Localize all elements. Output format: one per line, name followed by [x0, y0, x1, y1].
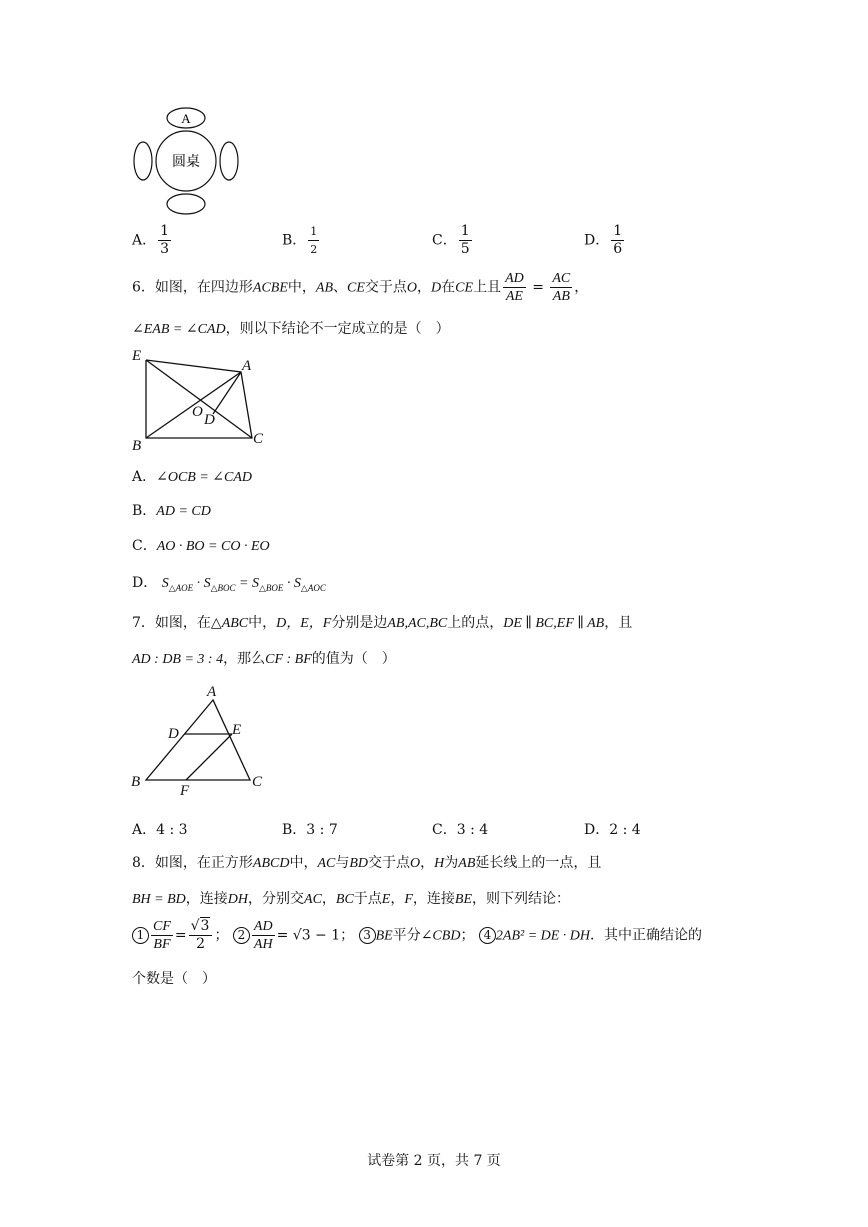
q5-option-d[interactable]: D． $\frac{1}{6}$	[584, 223, 623, 257]
circled-1: 1	[132, 927, 149, 944]
q6-stem-line2: ∠EAB = ∠CAD，则以下结论不一定成立的是（ ）	[132, 321, 450, 337]
q7-option-a[interactable]: A．4 : 3	[132, 822, 188, 838]
q5-option-b[interactable]: B． $\frac{1}{2}$	[282, 225, 318, 256]
q7-label-f: F	[180, 783, 190, 798]
q8-conclusions-line: 1 $\frac{CF}{BF}$ = $\frac{√3}{2}$ ； 2 $\frac{AD}{AH}$ = √3 − 1； 3 BE平分∠CBD； 4 2AB² = DE · DH．其中正确结论的	[132, 918, 702, 953]
q6-label-d: D	[204, 412, 215, 428]
q7-triangle-figure	[128, 680, 273, 798]
q7-option-b[interactable]: B．3 : 7	[282, 822, 338, 838]
circled-2: 2	[233, 927, 250, 944]
q7-stem-line2: AD : DB = 3 : 4，那么CF : BF的值为（ ）	[132, 651, 396, 667]
q8-stem-line2: BH = BD，连接DH，分别交AC，BC于点E，F，连接BE，则下列结论：	[132, 891, 571, 907]
seat-top-label: A	[181, 111, 191, 126]
q6-label-c: C	[253, 431, 264, 447]
seat-right	[220, 142, 238, 180]
q5-option-a[interactable]: A． $\frac{1}{3}$	[132, 223, 170, 257]
q6-label-o: O	[192, 404, 203, 420]
q6-option-a[interactable]: A．∠OCB = ∠CAD	[132, 469, 253, 485]
q6-segment-ad	[213, 372, 241, 414]
q6-option-b[interactable]: B．AD = CD	[132, 503, 211, 519]
q7-option-d[interactable]: D．2 : 4	[584, 822, 641, 838]
q6-option-d[interactable]: D． $S_{\triangle AOE} \cdot S_{\triangle BOC} = S_{\triangle BOE} \cdot S_{\triangle AOC}$	[132, 575, 326, 593]
q7-label-a: A	[207, 684, 217, 700]
round-table-figure	[128, 104, 244, 216]
round-table-label: 圆桌	[172, 154, 200, 170]
q8-stem-line4: 个数是（ ）	[132, 971, 216, 987]
q7-segment-ef	[186, 734, 232, 780]
q6-option-c[interactable]: C．AO · BO = CO · EO	[132, 538, 270, 554]
q8-stem-line1: 8．如图，在正方形ABCD中，AC与BD交于点O，H为AB延长线上的一点，且	[132, 855, 602, 871]
q7-option-c[interactable]: C．3 : 4	[432, 822, 489, 838]
q7-label-d: D	[168, 726, 179, 742]
q6-stem-line1: 6．如图，在四边形ACBE中，AB、CE交于点O，D在CE上且 $\frac{AD}{AE}$ = $\frac{AC}{AB}$ ，	[132, 271, 589, 304]
q7-label-e: E	[232, 722, 242, 738]
q5-option-c[interactable]: C． $\frac{1}{5}$	[432, 223, 470, 257]
circled-4: 4	[479, 927, 496, 944]
q6-label-a: A	[242, 358, 252, 374]
circled-3: 3	[359, 927, 376, 944]
q6-label-e: E	[132, 348, 142, 364]
page-footer: 试卷第 2 页，共 7 页	[367, 1153, 501, 1169]
q7-label-c: C	[252, 774, 263, 790]
q6-quadrilateral-figure	[126, 343, 276, 453]
seat-left	[134, 142, 152, 180]
q7-label-b: B	[131, 774, 141, 790]
q7-stem-line1: 7．如图，在△ABC中，D，E，F分别是边AB,AC,BC上的点，DE ∥ BC,EF ∥ AB，且	[132, 615, 633, 631]
seat-bottom	[167, 194, 205, 214]
q6-label-b: B	[132, 438, 142, 453]
